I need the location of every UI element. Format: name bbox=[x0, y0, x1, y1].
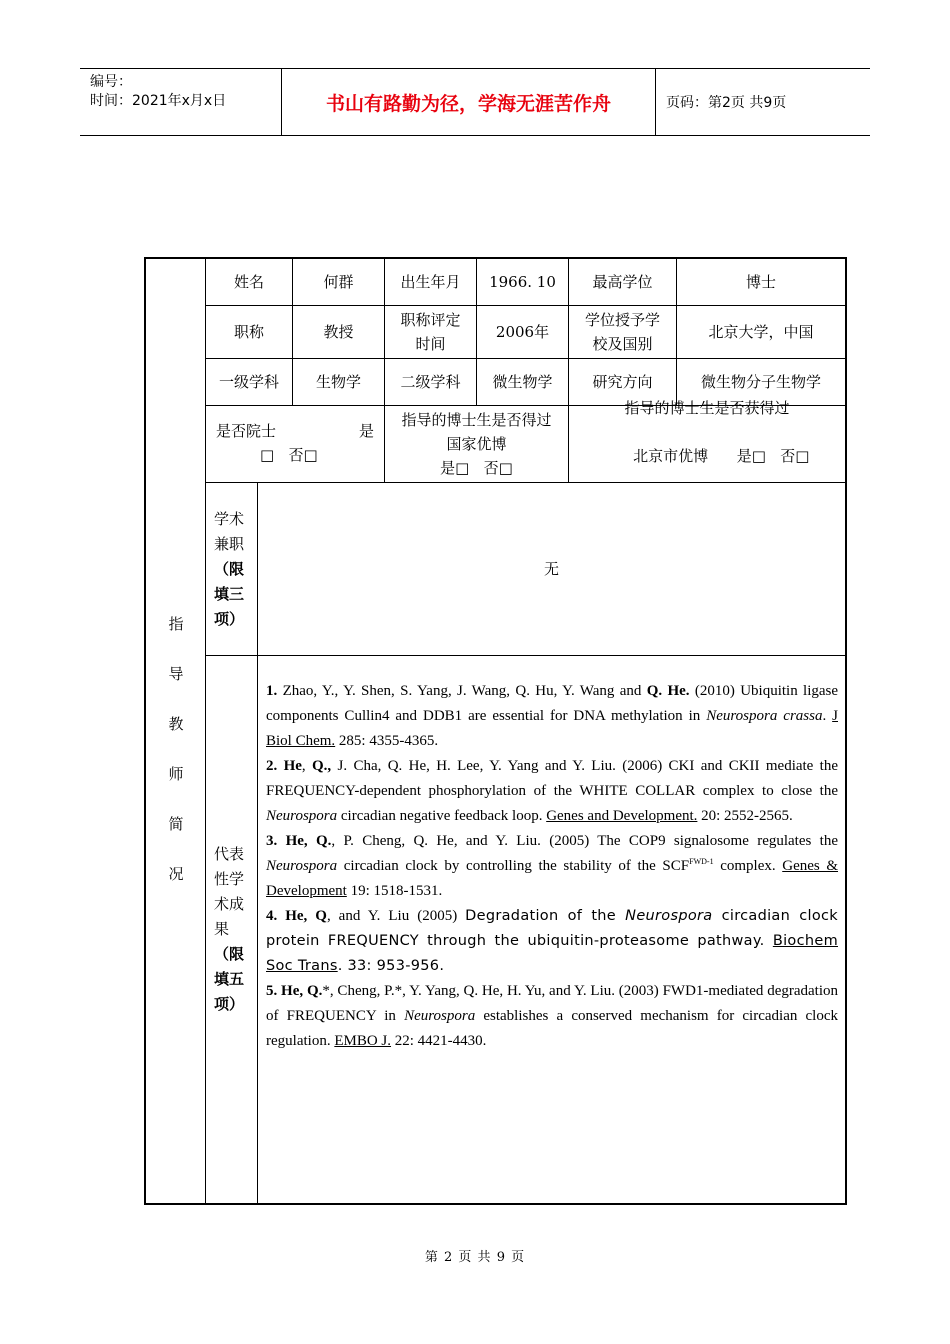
publication-text: 22: 4421-4430. bbox=[391, 1033, 487, 1049]
publication-text: J. Cha, Q. He, H. Lee, Y. Yang and Y. Liu. (2006) CKI and CKII mediate the FREQUENCY-dependent phosphorylation of the WHITE COLLAR complex to close the bbox=[266, 758, 839, 799]
title-label: 职称 bbox=[206, 306, 293, 359]
publication-superscript: FWD-1 bbox=[689, 857, 714, 866]
academic-posts-limit: （限填三项） bbox=[214, 559, 245, 628]
publication-author-highlight: Q. He. bbox=[646, 683, 690, 699]
research-label: 研究方向 bbox=[569, 359, 677, 406]
publication-text: , P. Cheng, Q. He, and Y. Liu. (2005) The COP9 signalosome regulates the bbox=[331, 833, 838, 849]
title-date-label: 职称评定时间 bbox=[385, 306, 477, 359]
publication-text: 20: 2552-2565. bbox=[697, 808, 793, 824]
name-value: 何群 bbox=[293, 259, 385, 306]
discipline2-label: 二级学科 bbox=[385, 359, 477, 406]
page-footer: 第 2 页 共 9 页 bbox=[424, 1250, 526, 1265]
publication-text: , and Y. Liu (2005) bbox=[326, 908, 466, 924]
national-award-options: 是□ 否□ bbox=[440, 459, 513, 477]
publication-species: Neurospora bbox=[404, 1008, 476, 1024]
publication-text: Degradation of the bbox=[465, 908, 626, 924]
page-info: 页码：第2页 共9页 bbox=[666, 95, 787, 111]
publications-label: 代表性学术成果 bbox=[214, 845, 245, 938]
school-value: 北京大学，中国 bbox=[677, 306, 845, 359]
section-title-char: 简 bbox=[168, 815, 184, 833]
publication-number: 4. He, Q bbox=[266, 908, 327, 924]
publication-author-highlight: Q., bbox=[312, 758, 332, 774]
national-award-cell bbox=[385, 406, 569, 483]
birth-value: 1966. 10 bbox=[477, 259, 569, 306]
code-label: 编号： bbox=[90, 74, 132, 90]
publication-item bbox=[266, 904, 838, 979]
academician-options: □ 否□ bbox=[260, 446, 318, 464]
publication-text: circadian clock protein FREQUENCY through the ubiquitin-proteasome pathway. bbox=[266, 908, 838, 949]
section-title-char: 况 bbox=[168, 865, 184, 883]
discipline1-label: 一级学科 bbox=[206, 359, 293, 406]
section-title-char: 师 bbox=[168, 765, 184, 783]
advisor-profile-table bbox=[144, 257, 847, 1205]
publication-list bbox=[258, 679, 846, 1054]
section-title-char: 教 bbox=[168, 715, 184, 733]
publications-limit: （限填五项） bbox=[214, 945, 245, 1013]
publication-text: circadian negative feedback loop. bbox=[337, 808, 547, 824]
publication-number: 1. bbox=[266, 683, 278, 699]
header-meta bbox=[80, 69, 281, 135]
publication-item bbox=[266, 679, 838, 754]
publications-label-cell bbox=[206, 656, 258, 1203]
publication-species: Neurospora bbox=[625, 908, 713, 924]
academic-posts-label: 学术兼职 bbox=[214, 509, 245, 553]
beijing-award-cell bbox=[569, 399, 845, 483]
birth-label: 出生年月 bbox=[385, 259, 477, 306]
discipline2-value: 微生物学 bbox=[477, 359, 569, 406]
publication-journal: J Biol Chem. bbox=[266, 708, 838, 749]
publication-text: . 33: 953-956. bbox=[337, 958, 445, 974]
academician-label: 是否院士 bbox=[216, 422, 277, 440]
publication-journal: EMBO J. bbox=[334, 1033, 392, 1049]
publication-text: (2010) Ubiquitin ligase components Cullin4 and DDB1 are essential for DNA methylation in bbox=[266, 683, 839, 724]
title-value: 教授 bbox=[293, 306, 385, 359]
publication-text: 285: 4355-4365. bbox=[335, 733, 439, 749]
publication-item bbox=[266, 979, 838, 1054]
page-header bbox=[80, 68, 870, 136]
publication-text: , bbox=[301, 758, 313, 774]
time-label: 时间：2021年x月x日 bbox=[90, 93, 227, 109]
research-value: 微生物分子生物学 bbox=[677, 359, 845, 406]
publication-number: 3. He, Q. bbox=[266, 833, 332, 849]
title-date-value: 2006年 bbox=[477, 306, 569, 359]
publication-item bbox=[266, 754, 838, 829]
academician-yes: 是 bbox=[358, 422, 374, 440]
publication-number: 5. He, Q. bbox=[266, 983, 323, 999]
publication-text: . bbox=[822, 708, 833, 724]
publication-text: 19: 1518-1531. bbox=[346, 883, 443, 899]
publication-text: Zhao, Y., Y. Shen, S. Yang, J. Wang, Q. Hu, Y. Wang and bbox=[277, 683, 647, 699]
motto: 书山有路勤为径，学海无涯苦作舟 bbox=[281, 69, 656, 135]
publication-text: complex. bbox=[713, 858, 783, 874]
publication-species: Neurospora bbox=[266, 858, 338, 874]
publication-species: Neurospora crassa bbox=[706, 708, 823, 724]
section-title-char: 指 bbox=[168, 615, 184, 633]
publication-journal: Genes and Development. bbox=[546, 808, 698, 824]
publication-text: establishes a conserved mechanism for circadian clock regulation. bbox=[266, 1008, 838, 1049]
national-award-label: 指导的博士生是否得过国家优博 bbox=[401, 411, 552, 453]
name-label: 姓名 bbox=[206, 259, 293, 306]
academician-cell bbox=[206, 406, 385, 483]
section-title-column bbox=[146, 259, 206, 1203]
publication-number: 2. He bbox=[266, 758, 302, 774]
publication-journal: Biochem Soc Trans bbox=[266, 933, 838, 974]
degree-label: 最高学位 bbox=[569, 259, 677, 306]
publication-item bbox=[266, 829, 838, 904]
section-title bbox=[146, 599, 206, 899]
publication-species: Neurospora bbox=[266, 808, 338, 824]
school-label: 学位授予学校及国别 bbox=[569, 306, 677, 359]
beijing-award-label: 指导的博士生是否获得过 bbox=[624, 399, 790, 417]
beijing-award-options: 是□ 否□ bbox=[736, 447, 810, 465]
academic-posts-value: 无 bbox=[258, 483, 845, 656]
publication-journal: Genes & Development bbox=[266, 858, 839, 899]
section-title-char: 导 bbox=[168, 665, 184, 683]
publication-text: circadian clock by controlling the stability of the SCF bbox=[337, 858, 690, 874]
discipline1-value: 生物学 bbox=[293, 359, 385, 406]
publication-text: *, Cheng, P.*, Y. Yang, Q. He, H. Yu, and Y. Liu. (2003) FWD1-mediated degradation of FREQUENCY in bbox=[266, 983, 839, 1024]
academic-posts-label-cell bbox=[206, 483, 258, 656]
degree-value: 博士 bbox=[677, 259, 845, 306]
beijing-award-label2: 北京市优博 bbox=[633, 447, 709, 465]
